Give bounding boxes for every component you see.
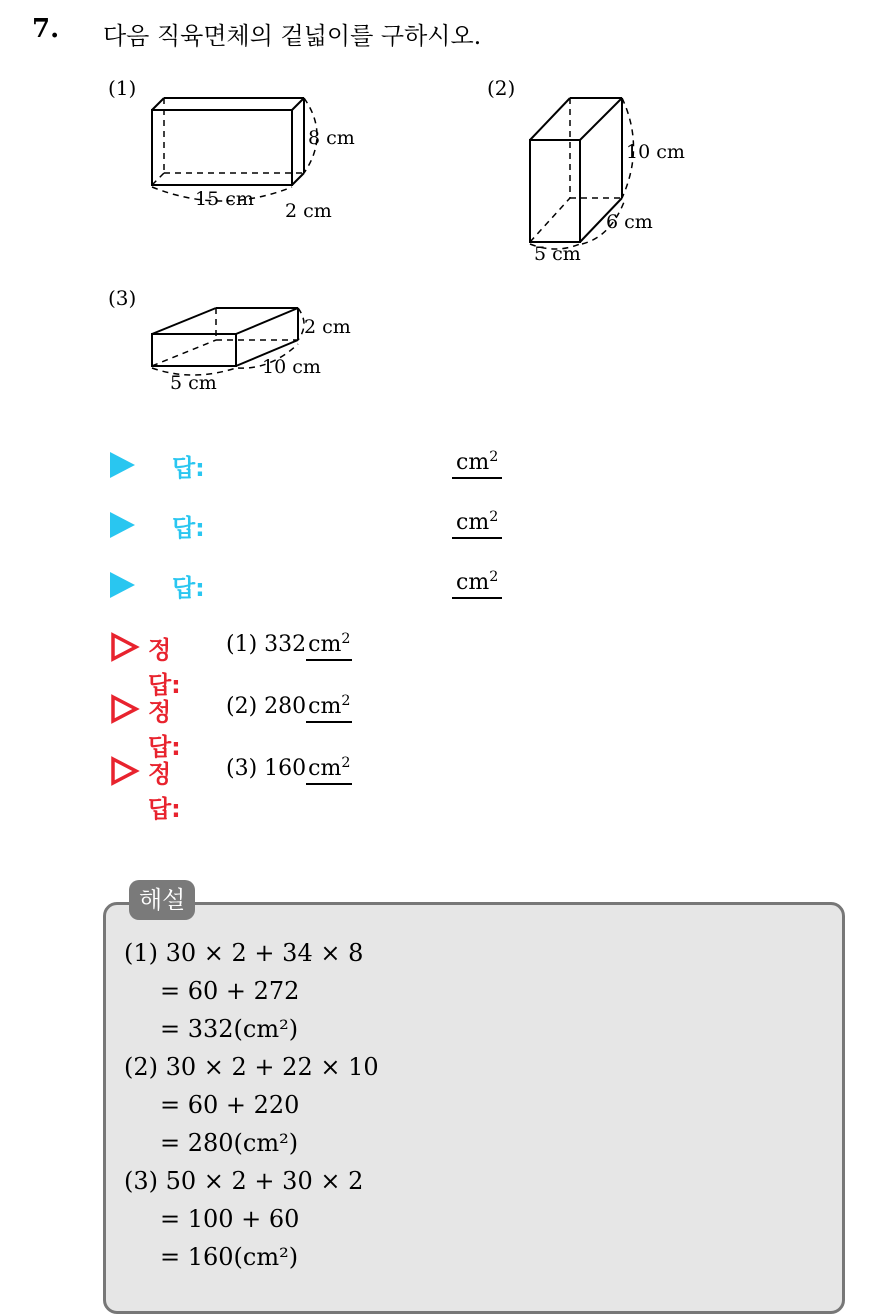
correct-value: (1) $332cm^2$	[226, 632, 352, 657]
correct-triangle-icon	[110, 756, 140, 786]
figure-3-cuboid	[140, 300, 370, 400]
solution-title: 해설	[129, 880, 195, 920]
answer-arrow-icon	[110, 452, 135, 478]
solution-line: = 100 + 60	[160, 1205, 300, 1233]
answer-label: 답:	[172, 454, 205, 482]
solution-line: (1) 30 × 2 + 34 × 8	[124, 939, 364, 967]
correct-value: (2) $280cm^2$	[226, 694, 352, 719]
solution-line: = 280(cm²)	[160, 1129, 299, 1157]
figure-1-cuboid	[140, 90, 370, 220]
figure-3-dim-depth: 10 cm	[262, 356, 321, 378]
figure-2-cuboid	[520, 92, 700, 272]
figure-1-dim-height: 8 cm	[308, 127, 355, 149]
correct-label: 정답:	[148, 760, 181, 823]
correct-triangle-icon	[110, 632, 140, 662]
figure-1-dim-length: 15 cm	[195, 188, 254, 210]
solution-line: = 60 + 220	[160, 1091, 300, 1119]
figure-3-dim-width: 5 cm	[170, 372, 217, 394]
figure-3-dim-height: 2 cm	[304, 316, 351, 338]
figure-2-dim-width: 5 cm	[534, 243, 581, 265]
answer-label: 답:	[172, 574, 205, 602]
question-text: 다음 직육면체의 겉넓이를 구하시오.	[103, 22, 482, 50]
solution-box	[103, 902, 845, 1314]
solution-line: = 160(cm²)	[160, 1243, 299, 1271]
solution-line: (2) 30 × 2 + 22 × 10	[124, 1053, 379, 1081]
answer-unit[interactable]: $cm^2$	[452, 570, 502, 599]
figure-2-dim-height: 10 cm	[626, 141, 685, 163]
figure-2-dim-depth: 6 cm	[606, 211, 653, 233]
correct-triangle-icon	[110, 694, 140, 724]
figure-3-label: (3)	[108, 286, 137, 310]
correct-value: (3) $160cm^2$	[226, 756, 352, 781]
figure-1-label: (1)	[108, 76, 137, 100]
figure-2-label: (2)	[487, 76, 516, 100]
question-number: 7.	[32, 14, 60, 44]
answer-unit[interactable]: $cm^2$	[452, 510, 502, 539]
answer-arrow-icon	[110, 572, 135, 598]
solution-line: = 332(cm²)	[160, 1015, 299, 1043]
correct-label: 정답:	[148, 698, 181, 761]
answer-unit[interactable]: $cm^2$	[452, 450, 502, 479]
answer-label: 답:	[172, 514, 205, 542]
solution-line: (3) 50 × 2 + 30 × 2	[124, 1167, 364, 1195]
answer-arrow-icon	[110, 512, 135, 538]
solution-line: = 60 + 272	[160, 977, 300, 1005]
figure-1-dim-depth: 2 cm	[285, 200, 332, 220]
correct-label: 정답:	[148, 636, 181, 699]
